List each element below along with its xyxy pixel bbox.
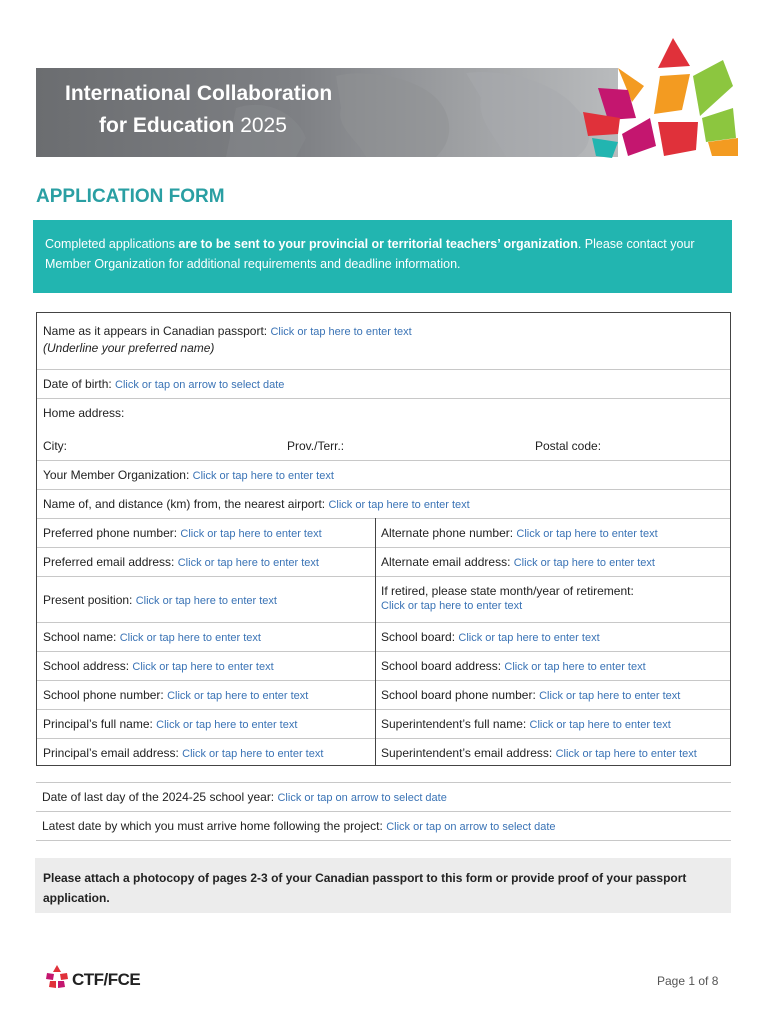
divider-line bbox=[36, 782, 731, 783]
super-name-label: Superintendent’s full name: bbox=[381, 717, 530, 731]
board-phone-input[interactable]: Click or tap here to enter text bbox=[539, 690, 681, 702]
alt-phone-label: Alternate phone number: bbox=[381, 526, 517, 540]
dob-date-picker[interactable]: Click or tap on arrow to select date bbox=[115, 379, 285, 391]
name-note: (Underline your preferred name) bbox=[43, 341, 215, 355]
city-label: City: bbox=[43, 439, 67, 453]
banner-title bbox=[65, 78, 332, 142]
arrive-home-date-picker[interactable]: Click or tap on arrow to select date bbox=[386, 821, 556, 833]
applicant-info-table bbox=[36, 312, 731, 766]
dob-row bbox=[37, 369, 730, 398]
banner-year: 2025 bbox=[240, 114, 287, 137]
ctf-leaf-icon bbox=[44, 965, 70, 991]
attach-passport-note: Please attach a photocopy of pages 2-3 of your Canadian passport to this form or provide proof of your passport application. bbox=[35, 858, 731, 913]
super-email-label: Superintendent’s email address: bbox=[381, 746, 556, 760]
principal-email-label: Principal’s email address: bbox=[43, 746, 183, 760]
airport-row bbox=[37, 489, 730, 518]
column-divider bbox=[375, 518, 376, 766]
pref-phone-input[interactable]: Click or tap here to enter text bbox=[180, 528, 322, 540]
notice-text-start: Completed applications bbox=[45, 237, 179, 251]
super-email-input[interactable]: Click or tap here to enter text bbox=[555, 748, 697, 760]
member-org-input[interactable]: Click or tap here to enter text bbox=[192, 470, 334, 482]
page-number: Page 1 of 8 bbox=[657, 974, 719, 988]
retired-label: If retired, please state month/year of retirement: bbox=[381, 584, 634, 598]
school-address-input[interactable]: Click or tap here to enter text bbox=[132, 661, 274, 673]
school-board-label: School board: bbox=[381, 630, 459, 644]
school-name-input[interactable]: Click or tap here to enter text bbox=[119, 632, 261, 644]
submission-notice bbox=[33, 220, 732, 293]
principal-email-input[interactable]: Click or tap here to enter text bbox=[182, 748, 324, 760]
maple-leaf-logo-icon bbox=[578, 38, 738, 158]
last-day-label: Date of last day of the 2024-25 school year: bbox=[42, 790, 278, 804]
postal-code-label: Postal code: bbox=[535, 439, 602, 453]
divider-line bbox=[36, 811, 731, 812]
principal-name-label: Principal’s full name: bbox=[43, 717, 157, 731]
pref-email-input[interactable]: Click or tap here to enter text bbox=[177, 557, 319, 569]
school-phone-label: School phone number: bbox=[43, 688, 168, 702]
school-address-label: School address: bbox=[43, 659, 133, 673]
school-board-input[interactable]: Click or tap here to enter text bbox=[458, 632, 600, 644]
position-input[interactable]: Click or tap here to enter text bbox=[135, 595, 277, 607]
phone-row bbox=[37, 518, 730, 547]
principal-name-row bbox=[37, 709, 730, 738]
school-address-row bbox=[37, 651, 730, 680]
banner-title-line1: International Collaboration bbox=[65, 82, 333, 105]
alt-email-input[interactable]: Click or tap here to enter text bbox=[513, 557, 655, 569]
school-phone-input[interactable]: Click or tap here to enter text bbox=[167, 690, 309, 702]
alt-phone-input[interactable]: Click or tap here to enter text bbox=[516, 528, 658, 540]
notice-text-bold: are to be sent to your provincial or territorial teachers’ organization bbox=[178, 237, 578, 251]
position-row bbox=[37, 576, 730, 622]
alt-email-label: Alternate email address: bbox=[381, 555, 514, 569]
prov-label: Prov./Terr.: bbox=[287, 439, 345, 453]
form-title: APPLICATION FORM bbox=[36, 186, 225, 207]
super-name-input[interactable]: Click or tap here to enter text bbox=[529, 719, 671, 731]
principal-name-input[interactable]: Click or tap here to enter text bbox=[156, 719, 298, 731]
school-phone-row bbox=[37, 680, 730, 709]
arrive-home-label: Latest date by which you must arrive home following the project: bbox=[42, 819, 387, 833]
member-org-row bbox=[37, 460, 730, 489]
divider-line bbox=[36, 840, 731, 841]
airport-input[interactable]: Click or tap here to enter text bbox=[328, 499, 470, 511]
member-org-label: Your Member Organization: bbox=[43, 468, 193, 482]
arrive-home-row bbox=[42, 819, 556, 833]
airport-label: Name of, and distance (km) from, the nearest airport: bbox=[43, 497, 329, 511]
ctf-fce-logo-text: CTF/FCE bbox=[72, 970, 141, 989]
last-day-row bbox=[42, 790, 447, 804]
header-banner bbox=[36, 68, 618, 157]
pref-email-label: Preferred email address: bbox=[43, 555, 178, 569]
school-name-label: School name: bbox=[43, 630, 120, 644]
board-phone-label: School board phone number: bbox=[381, 688, 540, 702]
school-name-row bbox=[37, 622, 730, 651]
address-row bbox=[37, 398, 730, 460]
name-label: Name as it appears in Canadian passport: bbox=[43, 324, 271, 338]
principal-email-row bbox=[37, 738, 730, 766]
dob-label: Date of birth: bbox=[43, 377, 116, 391]
name-row bbox=[37, 313, 730, 369]
notice-text-end: . Please contact your Member Organization for additional requirements and deadline information. bbox=[45, 237, 695, 271]
board-address-label: School board address: bbox=[381, 659, 505, 673]
email-row bbox=[37, 547, 730, 576]
last-day-date-picker[interactable]: Click or tap on arrow to select date bbox=[277, 792, 447, 804]
banner-title-line2: for Education bbox=[99, 114, 235, 137]
home-address-label: Home address: bbox=[43, 406, 125, 420]
position-label: Present position: bbox=[43, 593, 136, 607]
pref-phone-label: Preferred phone number: bbox=[43, 526, 181, 540]
name-input[interactable]: Click or tap here to enter text bbox=[270, 326, 412, 338]
retired-input[interactable]: Click or tap here to enter text bbox=[381, 600, 523, 612]
board-address-input[interactable]: Click or tap here to enter text bbox=[504, 661, 646, 673]
